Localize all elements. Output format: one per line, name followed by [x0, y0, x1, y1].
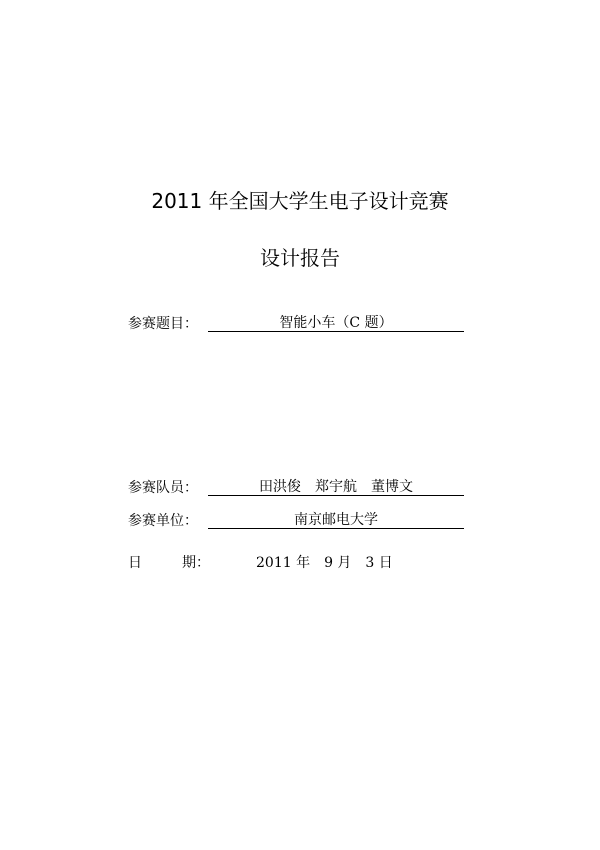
unit-label: 参赛单位：: [128, 513, 198, 529]
topic-label: 参赛题目：: [128, 316, 198, 332]
team-members-label: 参赛队员：: [128, 480, 198, 496]
date-label-char2: 期：: [182, 555, 210, 571]
main-title: 2011 年全国大学生电子设计竞赛: [151, 189, 449, 213]
date-label-char1: 日: [128, 555, 142, 571]
team-members-value: 田洪俊 郑宇航 董博文: [208, 478, 464, 496]
sub-title: 设计报告: [260, 246, 340, 270]
unit-value: 南京邮电大学: [208, 511, 464, 529]
date-label: [128, 553, 210, 573]
topic-value: 智能小车（C 题）: [208, 314, 464, 332]
date-value: 2011 年 9 月 3 日: [256, 555, 393, 571]
